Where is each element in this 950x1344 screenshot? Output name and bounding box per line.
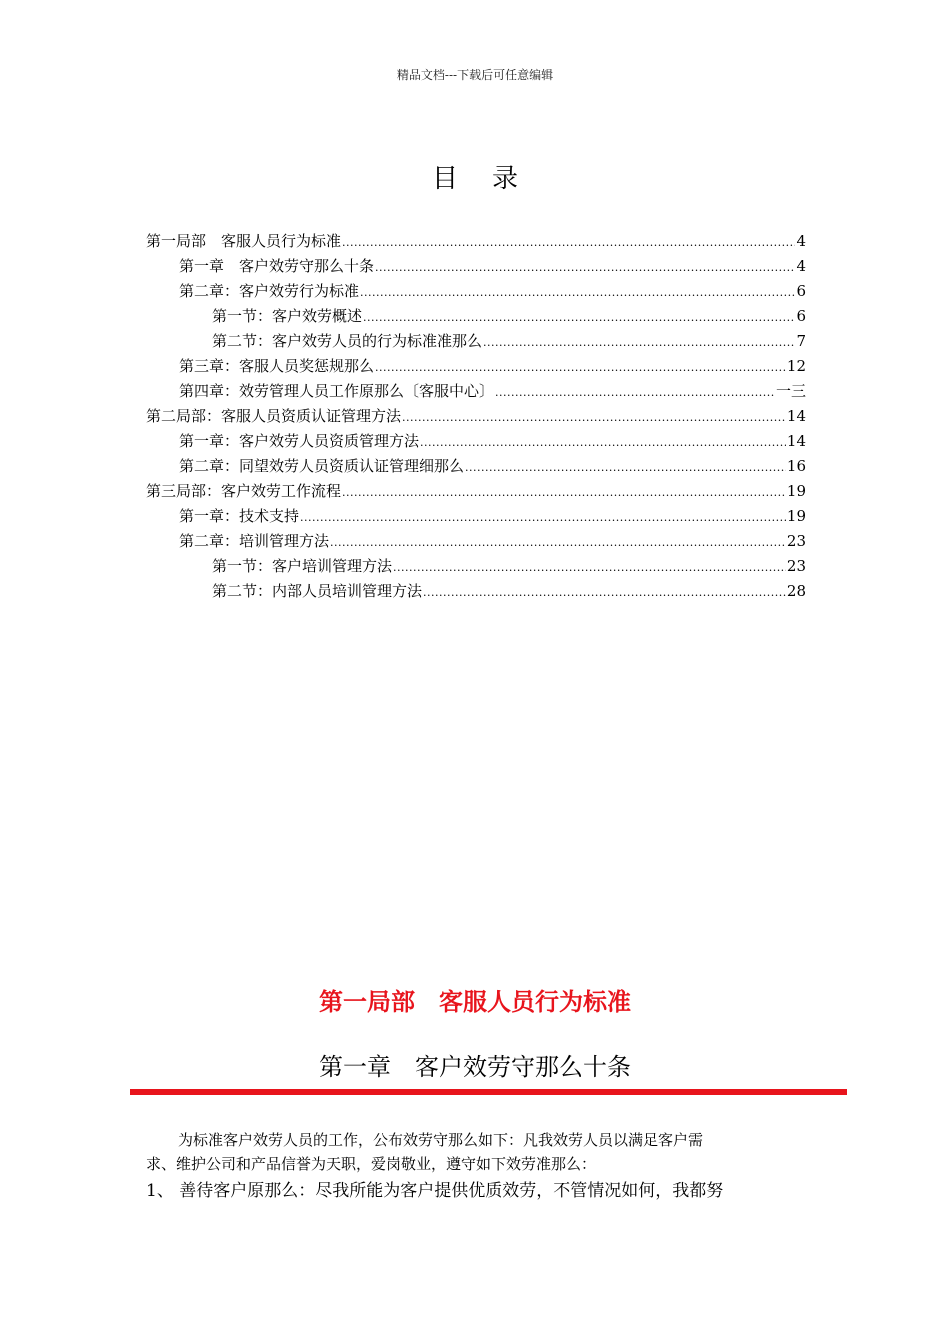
toc-entry-label: 第二节：客户效劳人员的行为标准准那么	[212, 332, 483, 350]
toc-entry-page: 28	[786, 582, 806, 600]
toc-entry-page: 14	[786, 407, 806, 425]
part-title: 第一局部 客服人员行为标准	[319, 988, 631, 1016]
toc-leader-dots	[375, 360, 786, 376]
toc-entry-page: 16	[786, 457, 806, 475]
toc-entry-label: 第一章：客户效劳人员资质管理方法	[179, 432, 420, 450]
toc-entry-page: 6	[796, 307, 806, 325]
toc-entry[interactable]	[212, 576, 806, 601]
toc-leader-dots	[483, 335, 795, 351]
toc-leader-dots	[423, 585, 786, 601]
toc-leader-dots	[300, 510, 786, 526]
toc-entry-page: 4	[796, 257, 806, 275]
toc-entry[interactable]	[179, 351, 806, 376]
toc-title-left: 目	[431, 164, 458, 194]
intro-line-2: 求、维护公司和产品信誉为天职，爱岗敬业，遵守如下效劳准那么：	[146, 1155, 597, 1173]
toc-entry[interactable]	[146, 476, 806, 501]
red-divider	[130, 1089, 847, 1095]
toc-entry[interactable]	[212, 326, 806, 351]
toc-entry[interactable]	[179, 376, 806, 401]
toc-entry[interactable]	[179, 451, 806, 476]
toc-entry[interactable]	[179, 276, 806, 301]
intro-line-1: 为标准客户效劳人员的工作，公布效劳守那么如下：凡我效劳人员以满足客户需	[178, 1131, 704, 1149]
toc-leader-dots	[420, 435, 786, 451]
toc-entry[interactable]	[179, 251, 806, 276]
toc-entry-page: 7	[796, 332, 806, 350]
toc-entry-label: 第四章：效劳管理人员工作原那么〔客服中心〕	[179, 382, 495, 400]
toc-entry[interactable]	[146, 226, 806, 251]
toc-entry-label: 第一章：技术支持	[179, 507, 300, 525]
toc-title-right: 录	[492, 164, 519, 194]
toc-entry-label: 第一节：客户培训管理方法	[212, 557, 393, 575]
toc-entry-label: 第二章：同望效劳人员资质认证管理细那么	[179, 457, 465, 475]
toc-entry-label: 第二节：内部人员培训管理方法	[212, 582, 423, 600]
toc-entry[interactable]	[212, 301, 806, 326]
toc-entry-label: 第一章 客户效劳守那么十条	[179, 257, 375, 275]
toc-entry[interactable]	[146, 401, 806, 426]
toc-leader-dots	[360, 285, 795, 301]
toc-entry-label: 第二局部：客服人员资质认证管理方法	[146, 407, 402, 425]
toc-leader-dots	[465, 460, 786, 476]
toc-leader-dots	[402, 410, 786, 426]
toc-leader-dots	[375, 260, 795, 276]
toc-leader-dots	[363, 310, 795, 326]
toc-entry-label: 第一节：客户效劳概述	[212, 307, 363, 325]
toc-entry[interactable]	[179, 526, 806, 551]
toc-leader-dots	[393, 560, 786, 576]
toc-leader-dots	[342, 485, 786, 501]
toc-title	[0, 158, 950, 195]
toc-entry-page: 23	[786, 532, 806, 550]
toc-entry[interactable]	[212, 551, 806, 576]
toc-leader-dots	[330, 535, 786, 551]
toc-entry-page: 6	[796, 282, 806, 300]
toc-entry-page: 12	[786, 357, 806, 375]
toc-entry-page: 19	[786, 507, 806, 525]
toc-entry-label: 第二章：客户效劳行为标准	[179, 282, 360, 300]
toc-entry-page: 一三	[775, 382, 806, 400]
toc-entry-page: 23	[786, 557, 806, 575]
rule-item-1: 1、 善待客户原那么：尽我所能为客户提供优质效劳，不管情况如何，我都努	[146, 1181, 724, 1201]
toc-leader-dots	[495, 385, 775, 401]
intro-paragraph	[146, 1128, 826, 1176]
toc-entry-label: 第二章：培训管理方法	[179, 532, 330, 550]
toc-entry-label: 第三局部：客户效劳工作流程	[146, 482, 342, 500]
toc-entry[interactable]	[179, 426, 806, 451]
toc-entry-label: 第三章：客服人员奖惩规那么	[179, 357, 375, 375]
toc-entry-page: 14	[786, 432, 806, 450]
toc-entry-label: 第一局部 客服人员行为标准	[146, 232, 342, 250]
toc-entry[interactable]	[179, 501, 806, 526]
chapter-title: 第一章 客户效劳守那么十条	[319, 1053, 631, 1081]
toc-entry-page: 4	[796, 232, 806, 250]
toc-entry-page: 19	[786, 482, 806, 500]
header-note: 精品文档---下载后可任意编辑	[396, 68, 554, 82]
toc-leader-dots	[342, 235, 795, 251]
